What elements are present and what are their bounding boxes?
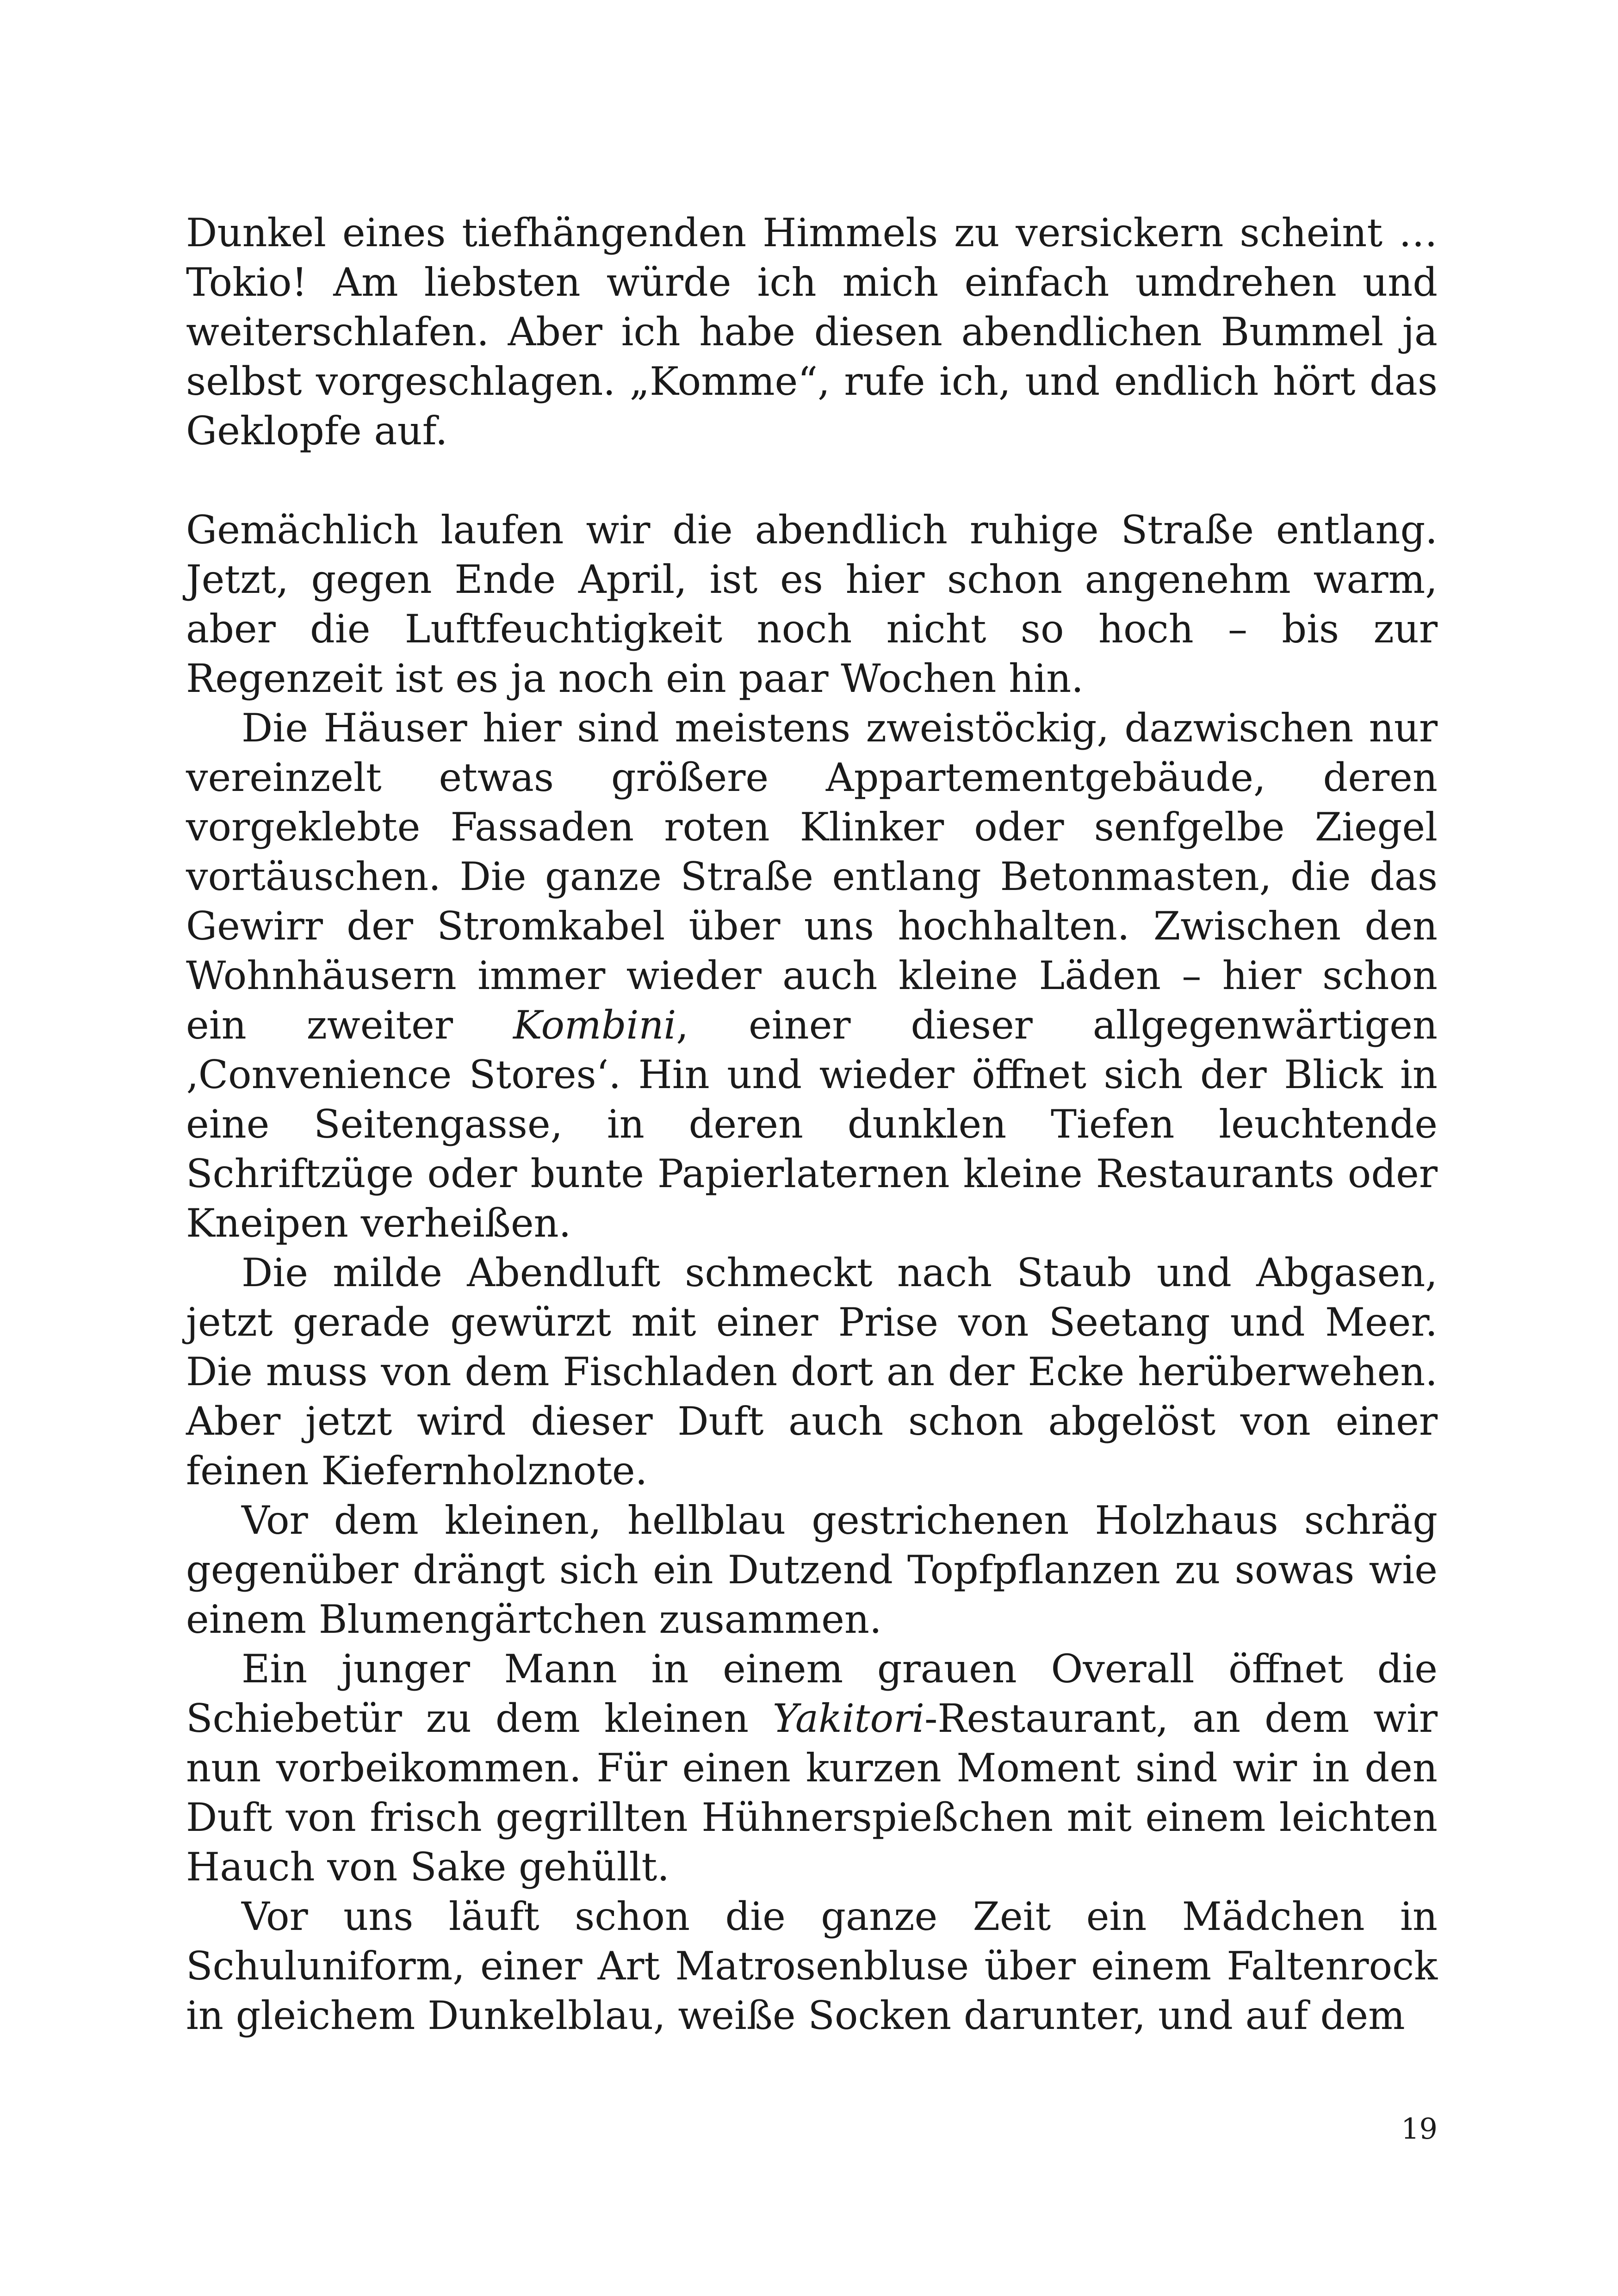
- paragraph-3-text-a: Die Häuser hier sind meistens zweistöckig, dazwischen nur vereinzelt etwas größere Appartementgebäude, deren vorgeklebte Fassaden roten Klinker oder senfgelbe Ziegel vortäuschen. Die ganze Straße entlang Betonmasten, die das Gewirr der Stromkabel über uns hochhalten. Zwischen den Wohnhäusern immer wieder auch kleine Läden – hier schon ein zweiter: [186, 705, 1438, 1048]
- paragraph-4-text: Die milde Abendluft schmeckt nach Staub und Abgasen, jetzt gerade gewürzt mit einer Prise von Seetang und Meer. Die muss von dem Fischladen dort an der Ecke herüberwehen. Aber jetzt wird dieser Duft auch schon abgelöst von einer feinen Kiefernholznote.: [186, 1250, 1438, 1493]
- page-number: 19: [1401, 2112, 1438, 2146]
- paragraph-3-italic-kombini: Kombini: [513, 1002, 676, 1048]
- paragraph-gap: [186, 456, 1438, 505]
- paragraph-7: [186, 1892, 1438, 2041]
- paragraph-6-text-b: -Restaurant, an dem wir nun vorbeikommen. Für einen kurzen Moment sind wir in den Duft von frisch gegrillten Hühnerspießchen mit einem leichten Hauch von Sake gehüllt.: [186, 1696, 1438, 1890]
- paragraph-4: [186, 1248, 1438, 1496]
- body-text: [186, 208, 1438, 2041]
- paragraph-3: [186, 703, 1438, 1248]
- paragraph-5: [186, 1496, 1438, 1644]
- paragraph-7-text: Vor uns läuft schon die ganze Zeit ein Mädchen in Schuluniform, einer Art Matrosenbluse über einem Faltenrock in gleichem Dunkelblau, weiße Socken darunter, und auf dem: [186, 1894, 1438, 2038]
- paragraph-5-text: Vor dem kleinen, hellblau gestrichenen Holzhaus schräg gegenüber drängt sich ein Dutzend Topfpflanzen zu sowas wie einem Blumengärtchen zusammen.: [186, 1498, 1438, 1642]
- paragraph-6-italic-yakitori: Yakitori: [772, 1696, 925, 1741]
- paragraph-2: [186, 505, 1438, 703]
- paragraph-1: [186, 208, 1438, 456]
- paragraph-6-text-a: Ein junger Mann in einem grauen Overall öffnet die Schiebetür zu dem kleinen: [186, 1646, 1438, 1741]
- paragraph-3-text-b: , einer dieser allgegenwärtigen ‚Convenience Stores‘. Hin und wieder öffnet sich der Blick in eine Seitengasse, in deren dunklen Tiefen leuchtende Schriftzüge oder bunte Papierlaternen kleine Restaurants oder Kneipen verheißen.: [186, 1002, 1438, 1246]
- paragraph-6: [186, 1644, 1438, 1892]
- paragraph-2-text: Gemächlich laufen wir die abendlich ruhige Straße entlang. Jetzt, gegen Ende April, ist es hier schon angenehm warm, aber die Luftfeuchtigkeit noch nicht so hoch – bis zur Regenzeit ist es ja noch ein paar Wochen hin.: [186, 507, 1438, 701]
- paragraph-1-text: Dunkel eines tiefhängenden Himmels zu versickern scheint … Tokio! Am liebsten würde ich mich einfach umdrehen und weiterschlafen. Aber ich habe diesen abendlichen Bummel ja selbst vorgeschlagen. „Komme“, rufe ich, und endlich hört das Geklopfe auf.: [186, 210, 1438, 454]
